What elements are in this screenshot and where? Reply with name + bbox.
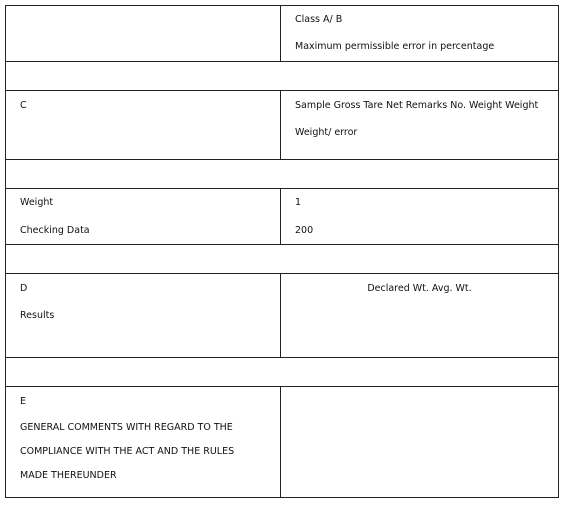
table-row-spacer — [5, 61, 559, 91]
checking-data-label: Checking Data — [20, 225, 90, 236]
section-e-label: E — [20, 396, 27, 407]
general-comments-line2: COMPLIANCE WITH THE ACT AND THE RULES — [20, 446, 235, 457]
results-label: Results — [20, 310, 55, 321]
checking-data-value: 200 — [295, 225, 314, 236]
table-cell — [281, 387, 558, 497]
table-cell — [6, 91, 281, 159]
table-cell — [6, 6, 281, 61]
table-row-spacer — [5, 357, 559, 387]
weight-label: Weight — [20, 197, 54, 208]
general-comments-line3: MADE THEREUNDER — [20, 470, 117, 481]
table-cell — [6, 189, 281, 244]
table-cell — [6, 387, 281, 497]
class-label: Class A/ B — [295, 14, 343, 25]
max-error-label: Maximum permissible error in percentage — [295, 41, 495, 52]
table-cell — [281, 189, 558, 244]
declared-weight-label: Declared Wt. Avg. Wt. — [367, 283, 472, 294]
table-cell — [281, 6, 558, 61]
section-d-label: D — [20, 283, 28, 294]
table-row — [5, 273, 559, 358]
table-row — [5, 90, 559, 160]
table-row-spacer — [5, 244, 559, 274]
form-table — [5, 5, 559, 498]
table-cell — [281, 91, 558, 159]
table-row-spacer — [5, 159, 559, 189]
columns-header-line2: Weight/ error — [295, 127, 358, 138]
table-cell — [6, 274, 281, 357]
table-row — [5, 188, 559, 245]
section-c-label: C — [20, 100, 27, 111]
table-row — [5, 386, 559, 498]
columns-header-line1: Sample Gross Tare Net Remarks No. Weight Weight — [295, 100, 539, 111]
table-row — [5, 5, 559, 62]
general-comments-line1: GENERAL COMMENTS WITH REGARD TO THE — [20, 422, 233, 433]
weight-value: 1 — [295, 197, 302, 208]
table-cell — [281, 274, 558, 357]
